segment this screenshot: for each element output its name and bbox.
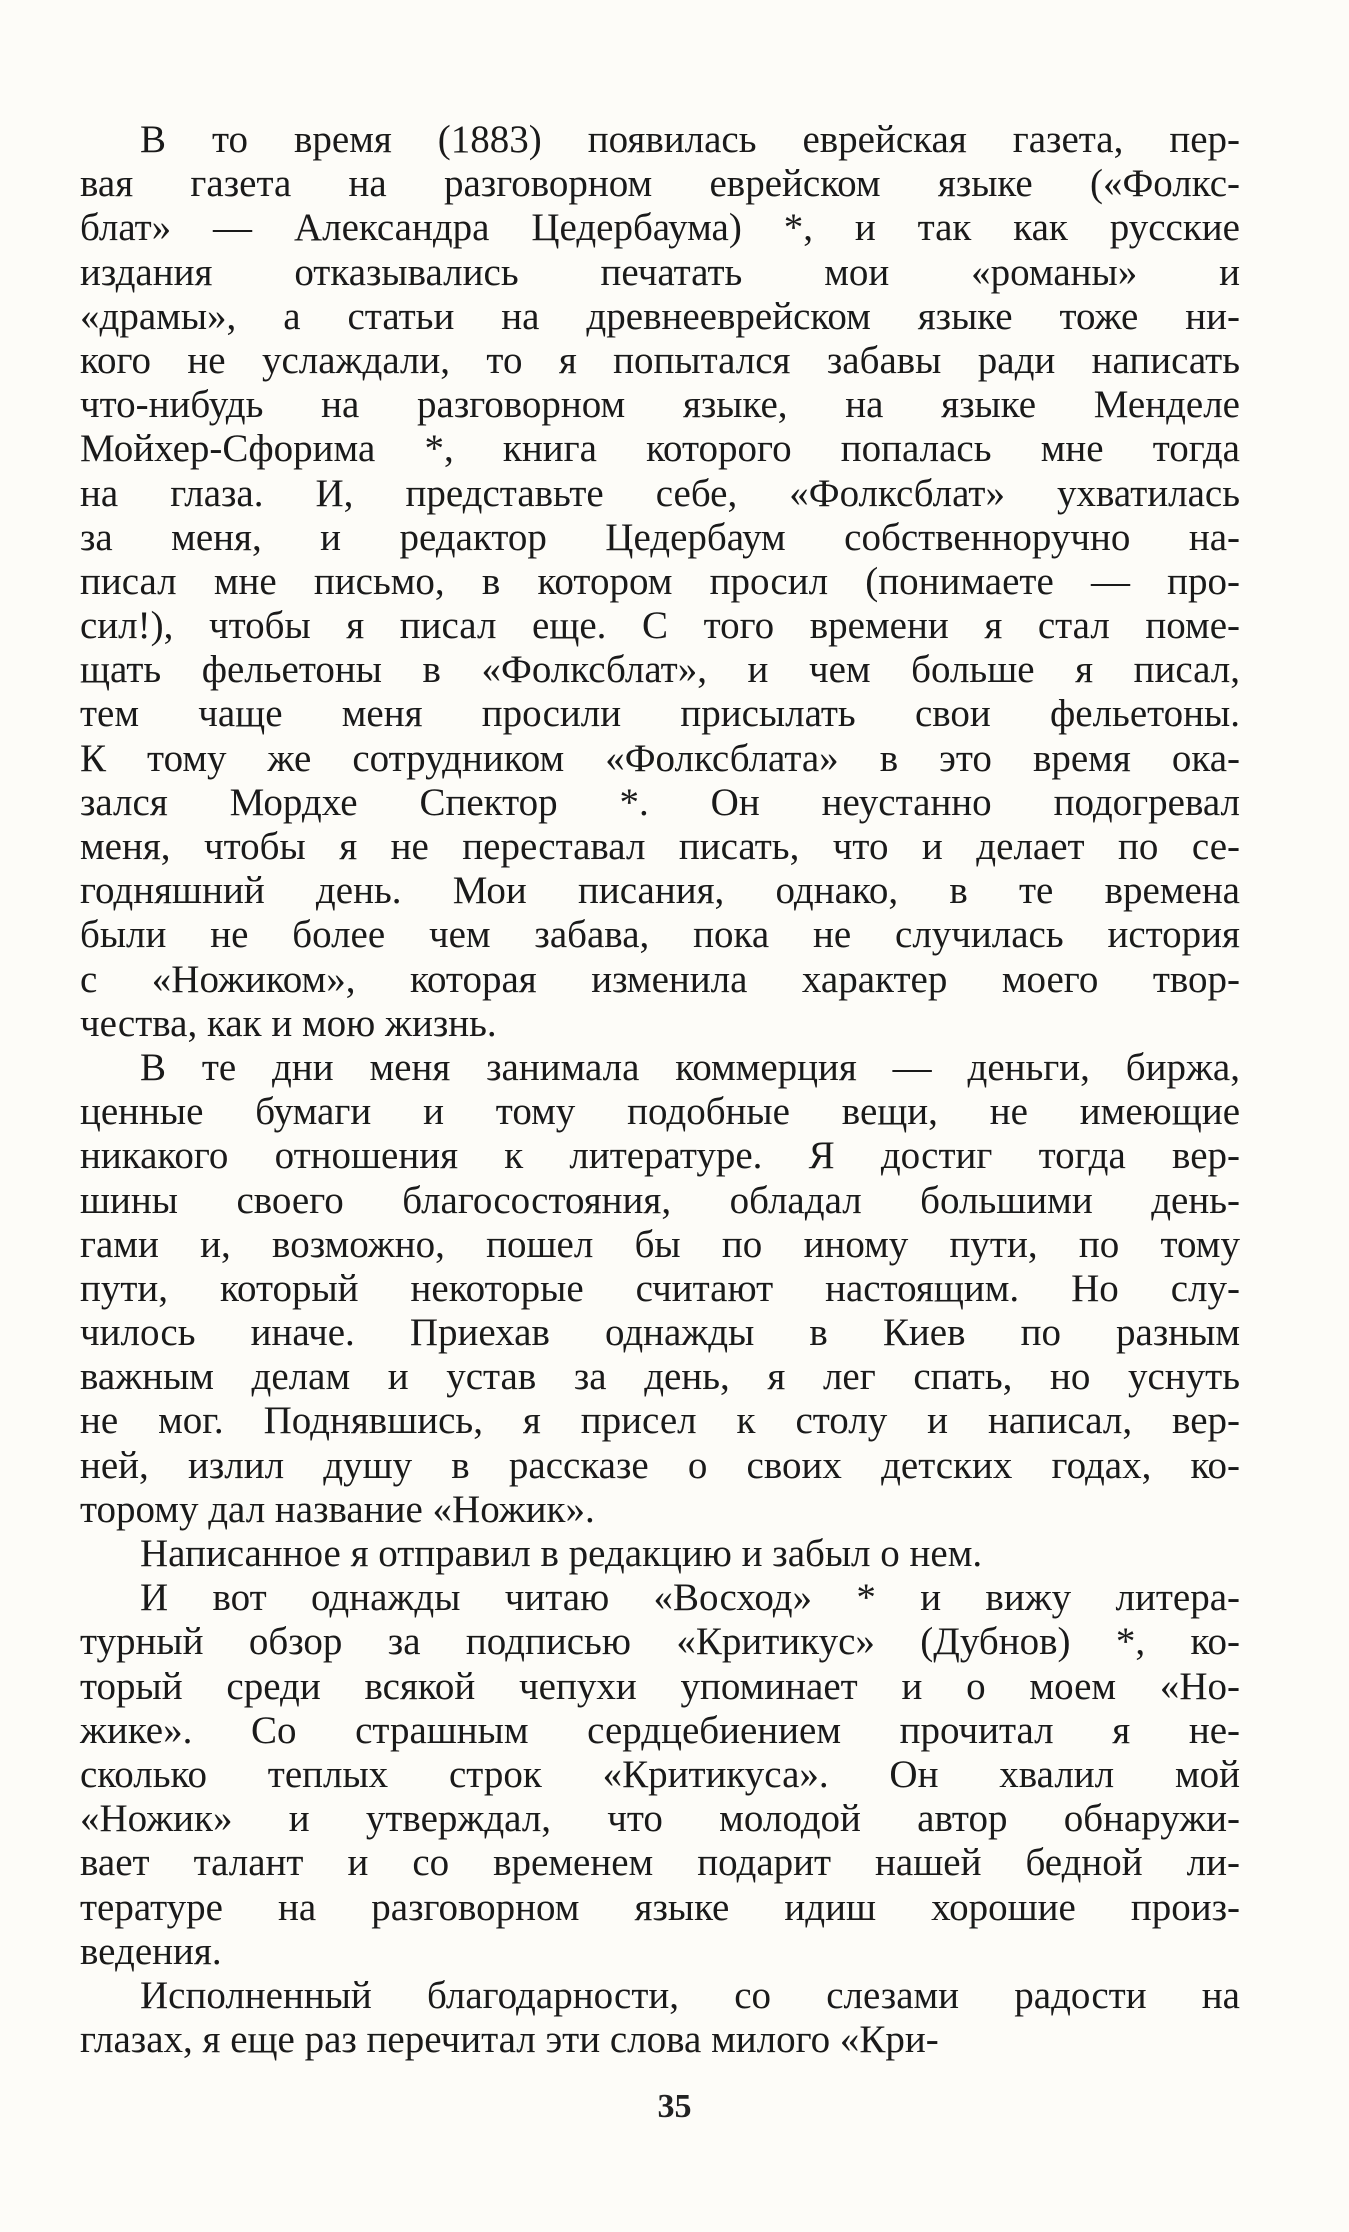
text-line: чества, как и мою жизнь. bbox=[80, 1001, 497, 1045]
text-line: издания отказывались печатать мои «романы» и bbox=[80, 250, 1240, 294]
text-line: тературе на разговорном языке идиш хорошие произ- bbox=[80, 1885, 1240, 1929]
text-line: вает талант и со временем подарит нашей бедной ли- bbox=[80, 1841, 1240, 1885]
text-line: Написанное я отправил в редакцию и забыл о нем. bbox=[140, 1532, 983, 1575]
text-line: кого не услаждали, то я попытался забавы ради написать bbox=[80, 338, 1240, 382]
text-line: важным делам и устав за день, я лег спать, но уснуть bbox=[80, 1355, 1240, 1399]
text-line: Исполненный благодарности, со слезами радости на bbox=[140, 1973, 1240, 2017]
text-line: ней, излил душу в рассказе о своих детских годах, ко- bbox=[80, 1443, 1240, 1487]
text-line: на глаза. И, представьте себе, «Фолксблат» ухватилась bbox=[80, 471, 1240, 515]
text-line: жике». Со страшным сердцебиением прочитал я не- bbox=[80, 1708, 1240, 1752]
text-line: торому дал название «Ножик». bbox=[80, 1487, 595, 1531]
text-line: сколько теплых строк «Критикуса». Он хвалил мой bbox=[80, 1752, 1240, 1796]
text-line: шины своего благосостояния, обладал большими день- bbox=[80, 1178, 1240, 1222]
text-line: ценные бумаги и тому подобные вещи, не имеющие bbox=[80, 1090, 1240, 1134]
text-line: вая газета на разговорном еврейском языке («Фолкс- bbox=[80, 162, 1240, 206]
text-line: что-нибудь на разговорном языке, на языке Менделе bbox=[80, 383, 1240, 427]
text-line: И вот однажды читаю «Восход» * и вижу литера- bbox=[140, 1576, 1240, 1620]
text-line: за меня, и редактор Цедербаум собственноручно на- bbox=[80, 515, 1240, 559]
text-line: «Ножик» и утверждал, что молодой автор обнаружи- bbox=[80, 1797, 1240, 1841]
text-line: В те дни меня занимала коммерция — деньги, биржа, bbox=[140, 1045, 1240, 1089]
text-line: В то время (1883) появилась еврейская газета, пер- bbox=[140, 118, 1240, 161]
paragraph bbox=[80, 1046, 1240, 1532]
text-line: «драмы», а статьи на древнееврейском языке тоже ни- bbox=[80, 294, 1240, 338]
text-line: чилось иначе. Приехав однажды в Киев по разным bbox=[80, 1311, 1240, 1355]
text-line: зался Мордхе Спектор *. Он неустанно подогревал bbox=[80, 780, 1240, 824]
paragraph bbox=[80, 1532, 1240, 1576]
text-line: щать фельетоны в «Фолксблат», и чем больше я писал, bbox=[80, 648, 1240, 692]
paragraph bbox=[80, 1974, 1240, 2062]
text-line: Мойхер-Сфорима *, книга которого попалась мне тогда bbox=[80, 427, 1240, 471]
text-line: никакого отношения к литературе. Я достиг тогда вер- bbox=[80, 1134, 1240, 1178]
text-line: гами и, возможно, пошел бы по иному пути, по тому bbox=[80, 1222, 1240, 1266]
text-line: годняшний день. Мои писания, однако, в те времена bbox=[80, 869, 1240, 913]
text-line: турный обзор за подписью «Критикус» (Дубнов) *, ко- bbox=[80, 1620, 1240, 1664]
paragraph bbox=[80, 1576, 1240, 1974]
text-line: К тому же сотрудником «Фолксблата» в это время ока- bbox=[80, 736, 1240, 780]
text-line: блат» — Александра Цедербаума) *, и так как русские bbox=[80, 206, 1240, 250]
text-line: пути, который некоторые считают настоящим. Но слу- bbox=[80, 1266, 1240, 1310]
text-line: глазах, я еще раз перечитал эти слова милого «Кри- bbox=[80, 2018, 939, 2062]
text-line: с «Ножиком», которая изменила характер моего твор- bbox=[80, 957, 1240, 1001]
text-line: сил!), чтобы я писал еще. С того времени я стал поме- bbox=[80, 604, 1240, 648]
text-line: меня, чтобы я не переставал писать, что и делает по се- bbox=[80, 825, 1240, 868]
page-number: 35 bbox=[657, 2088, 692, 2125]
text-line: ведения. bbox=[80, 1929, 222, 1973]
text-line: торый среди всякой чепухи упоминает и о моем «Но- bbox=[80, 1664, 1240, 1708]
text-line: не мог. Поднявшись, я присел к столу и написал, вер- bbox=[80, 1399, 1240, 1443]
text-line: писал мне письмо, в котором просил (понимаете — про- bbox=[80, 559, 1240, 603]
text-line: были не более чем забава, пока не случилась история bbox=[80, 913, 1240, 957]
page-body bbox=[80, 118, 1240, 2128]
text-line: тем чаще меня просили присылать свои фельетоны. bbox=[80, 692, 1240, 736]
paragraph bbox=[80, 118, 1240, 1046]
